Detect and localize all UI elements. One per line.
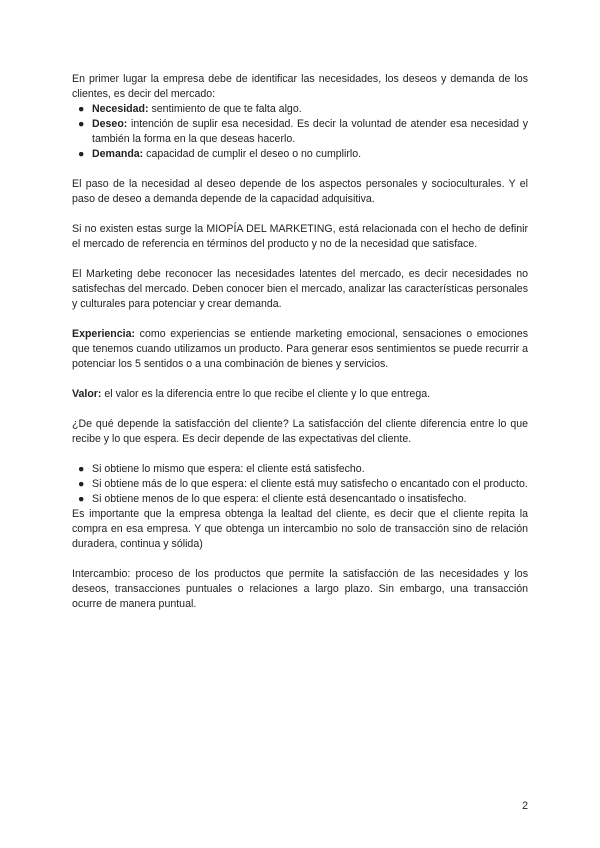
list-item bbox=[72, 477, 528, 492]
bullet-icon: ● bbox=[78, 478, 85, 490]
bullet-icon: ● bbox=[78, 103, 85, 115]
definition-text: intención de suplir esa necesidad. Es decir la voluntad de atender esa necesidad y también la forma en la que deseas hacerlo. bbox=[92, 118, 528, 145]
paragraph-satisfaccion: ¿De qué depende la satisfacción del cliente? La satisfacción del cliente diferencia entre lo que recibe y lo que espera. Es decir depende de las expectativas del cliente. bbox=[72, 418, 528, 445]
bullet-icon: ● bbox=[78, 118, 85, 130]
definitions-list bbox=[72, 102, 528, 162]
paragraph-experiencia bbox=[72, 327, 528, 372]
bullet-icon: ● bbox=[78, 148, 85, 160]
definition-term: Demanda: bbox=[92, 148, 144, 160]
experiencia-text: como experiencias se entiende marketing emocional, sensaciones o emociones que tenemos cuando utilizamos un producto. Para generar esos sentimientos se puede recurrir a potenciar los 5 sentidos o a una combinación de bienes y servicios. bbox=[72, 328, 528, 370]
list-item-text: Si obtiene lo mismo que espera: el cliente está satisfecho. bbox=[92, 463, 365, 475]
list-item bbox=[72, 492, 528, 507]
page-number: 2 bbox=[522, 800, 528, 812]
list-item bbox=[72, 117, 528, 147]
paragraph-valor bbox=[72, 387, 528, 402]
experiencia-term: Experiencia: bbox=[72, 328, 136, 340]
definition-text: sentimiento de que te falta algo. bbox=[148, 103, 302, 115]
definition-text: capacidad de cumplir el deseo o no cumplirlo. bbox=[143, 148, 362, 160]
definition-term: Deseo: bbox=[92, 118, 128, 130]
document-page bbox=[72, 72, 528, 612]
list-item bbox=[72, 462, 528, 477]
paragraph-deseo-demanda: El paso de la necesidad al deseo depende de los aspectos personales y socioculturales. Y el paso de deseo a demanda depende de la capacidad adquisitiva. bbox=[72, 178, 528, 205]
bullet-icon: ● bbox=[78, 493, 85, 505]
bullet-icon: ● bbox=[78, 463, 85, 475]
list-item bbox=[72, 102, 528, 117]
valor-text: el valor es la diferencia entre lo que recibe el cliente y lo que entrega. bbox=[101, 388, 431, 400]
list-item bbox=[72, 147, 528, 162]
paragraph-lealtad: Es importante que la empresa obtenga la lealtad del cliente, es decir que el cliente repita la compra en esa empresa. Y que obtenga un intercambio no solo de transacción sino de relación duradera, continua y sólida) bbox=[72, 508, 528, 550]
list-item-text: Si obtiene más de lo que espera: el cliente está muy satisfecho o encantado con el producto. bbox=[92, 478, 528, 490]
paragraph-miopia: Si no existen estas surge la MIOPÍA DEL MARKETING, está relacionada con el hecho de definir el mercado de referencia en términos del producto y no de la necesidad que satisface. bbox=[72, 223, 528, 250]
valor-term: Valor: bbox=[72, 388, 102, 400]
paragraph-intercambio: Intercambio: proceso de los productos que permite la satisfacción de las necesidades y los deseos, transacciones puntuales o relaciones a largo plazo. Sin embargo, una transacción ocurre de manera puntual. bbox=[72, 568, 528, 610]
intro-paragraph: En primer lugar la empresa debe de identificar las necesidades, los deseos y demanda de los clientes, es decir del mercado: bbox=[72, 73, 528, 100]
satisfaction-list bbox=[72, 462, 528, 507]
paragraph-marketing: El Marketing debe reconocer las necesidades latentes del mercado, es decir necesidades no satisfechas del mercado. Deben conocer bien el mercado, analizar las características personales y culturales para potenciar y crear demanda. bbox=[72, 268, 528, 310]
list-item-text: Si obtiene menos de lo que espera: el cliente está desencantado o insatisfecho. bbox=[92, 493, 467, 505]
definition-term: Necesidad: bbox=[92, 103, 149, 115]
